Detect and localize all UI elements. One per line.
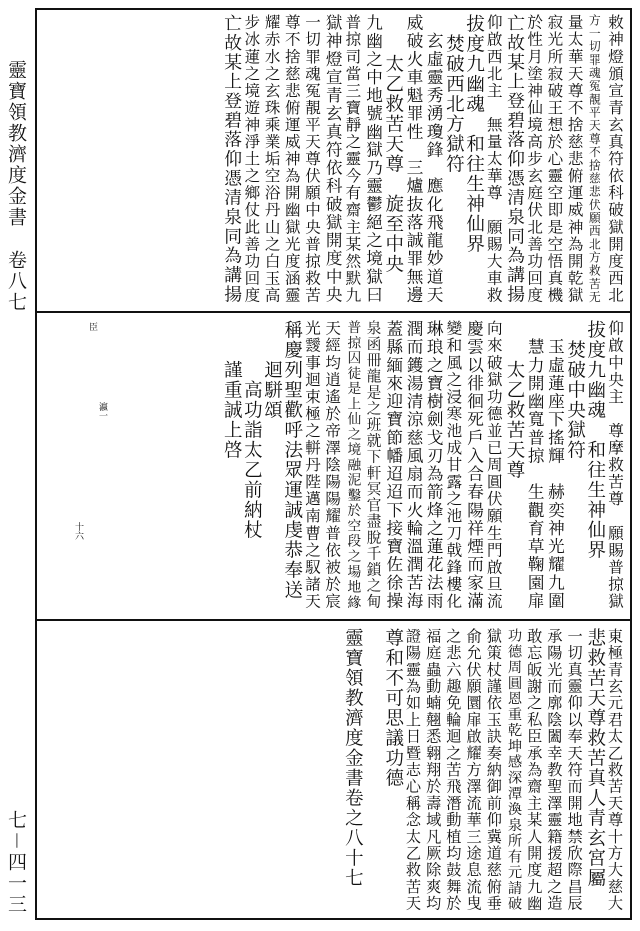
text-column: 方一切罪魂冤靚平天尊不捨慈悲伏願西北方救苦无	[587, 14, 602, 304]
text-column: 謹重誠上啓	[221, 320, 243, 460]
panel-divider-2	[35, 619, 632, 621]
text-column: 功德周圓恩重乾坤感深潭渙泉所有元請破	[506, 628, 522, 912]
text-column: 獄神燈宣青玄真符依科破獄開度中央	[323, 14, 343, 304]
text-column: 一切罪魂冤靚平天尊伏願中央普掠救苦	[303, 14, 321, 304]
text-column: 焚破中央獄符	[564, 320, 586, 460]
text-column: 亡故某上登碧落仰憑清泉同為講揚	[504, 14, 525, 304]
text-column: 變和風之浸寒池成甘露之池刀戟鋒樓化	[444, 320, 463, 610]
text-column: 一切真靈仰以奉天符而開地禁欣際昌辰	[565, 628, 584, 912]
text-column: 太乙救苦天尊	[504, 320, 525, 480]
text-column: 拔度九幽魂 和往生神仙界	[584, 320, 606, 560]
text-column: 普掠囚徒是上仙之境融泥鑿於空段之場地緣	[344, 320, 361, 610]
text-column: 仰啟中央主 尊摩救苦尊 願賜普掠獄	[606, 320, 624, 610]
text-column: 耀赤水之玄珠乘業垢空浴丹山之白玉高	[262, 14, 281, 304]
text-column: 承陽光而廓陰闔幸教聖澤靈籍援超之造	[545, 628, 564, 912]
text-column: 於性月塗神仙境高步玄庭伏北善功回度	[525, 14, 544, 304]
text-column: 稱慶列聖歡呼法眾運誠虔恭奉送	[281, 320, 303, 600]
margin-page-number: 七－四一三	[5, 810, 27, 916]
text-column: 證陽靈為如上日暨志心稱念太乙救苦天	[404, 628, 422, 912]
text-column: 九幽之中地號幽獄乃靈鬱絕之境獄曰	[363, 14, 383, 304]
text-column: 敕神燈頒宣青玄真符依科破獄開度西北	[606, 14, 624, 304]
text-column: 泉函冊龍是之班就下軒冥官盡脫千鎖之甸	[364, 320, 382, 610]
margin-volume: 卷八七	[5, 250, 27, 313]
text-column: 慶雲以徘徊死戶入合春陽祥煙而家滿	[464, 320, 484, 610]
text-column: 向來破獄功德並已周圓伏願生門啟旦流	[484, 320, 503, 610]
text-column: 福庭蟲動蝻翹悉翱翔於壽域凡厥除爽均	[424, 628, 443, 912]
text-column: 玄虛靈秀湧瓊鋒 應化飛龍妙道天	[424, 14, 444, 304]
text-column: 步冰蓮之境遊神淨土之鄉仗此善功回度	[242, 14, 261, 304]
small-note: 十六	[73, 522, 83, 540]
panel-divider-1	[35, 311, 632, 313]
text-column: 獄策杖謹依玉訣奏納御前仰冀道慈俯垂	[484, 628, 503, 912]
text-column: 玉虛蓮座下搖輝 赫奕神光耀九圍	[545, 320, 565, 610]
text-column: 量太華天尊不捨慈悲俯運威神為開乾獄	[565, 14, 584, 304]
text-column: 仰啟西北主 無量太華尊 願賜大車救	[484, 14, 503, 304]
text-column: 天經均逍遙於帝澤陰陽陽耀普依被於宸	[323, 320, 342, 610]
small-note: 瀛一	[97, 402, 107, 420]
text-column: 拔度九幽魂 和往生神仙界	[463, 14, 485, 254]
text-column: 尊和不可思議功德	[382, 628, 404, 788]
text-column: 尊不捨慈悲俯運威神為開幽獄光度涵靈	[282, 14, 301, 304]
text-column: 太乙救苦天尊 旋至中央	[382, 14, 404, 274]
text-column: 普掠司當三寶靜之靈今有齋主某然默九	[343, 14, 362, 304]
text-column: 慧力開幽寬普掠 生觀育草鞠園扉	[525, 320, 545, 610]
text-column: 靈寶領教濟度金書卷之八十七	[342, 628, 364, 888]
text-column: 寂光所寂破王想於心靈空即是空悟真機	[545, 14, 564, 304]
text-column: 威破火車魁罪性 三爐抜落誠罪無邊	[404, 14, 423, 304]
text-column: 亡故某上登碧落仰憑清泉同為講揚	[221, 14, 243, 304]
text-column: 之悲六趣免輪迴之苦飛潛動植均鼓舞於	[444, 628, 463, 912]
text-column: 高功詣太乙前納杖	[241, 320, 263, 540]
text-column: 迴駢頌	[261, 320, 283, 420]
text-column: 琳琅之寶樹劍戈刃為箭烽之蓮花法雨	[424, 320, 444, 610]
text-column: 東極青玄元君太乙救苦天尊十方大慈大	[606, 628, 624, 912]
text-column: 俞允伏願圜扉啟耀方澤流華三途息流曳	[464, 628, 483, 912]
text-column: 悲救苦天尊救苦真人青玄宮屬	[584, 628, 606, 888]
text-column: 潤而鑊湯清涼慈風扇而火輪溫潤苦海	[404, 320, 423, 610]
text-column: 焚破西北方獄符	[443, 14, 465, 174]
margin-title: 靈寶領教濟度金書	[5, 60, 27, 228]
text-column: 敢忘皈謝之私臣承為齋主某人開度九幽	[525, 628, 544, 912]
text-column: 蓋縣緬來迎寶節幡迢迢下接寶佐徐操	[383, 320, 403, 610]
text-column: 光靉事迴束極之軿丹陛邁南曹之馭諸天	[303, 320, 321, 610]
small-note: 臣	[87, 322, 97, 331]
